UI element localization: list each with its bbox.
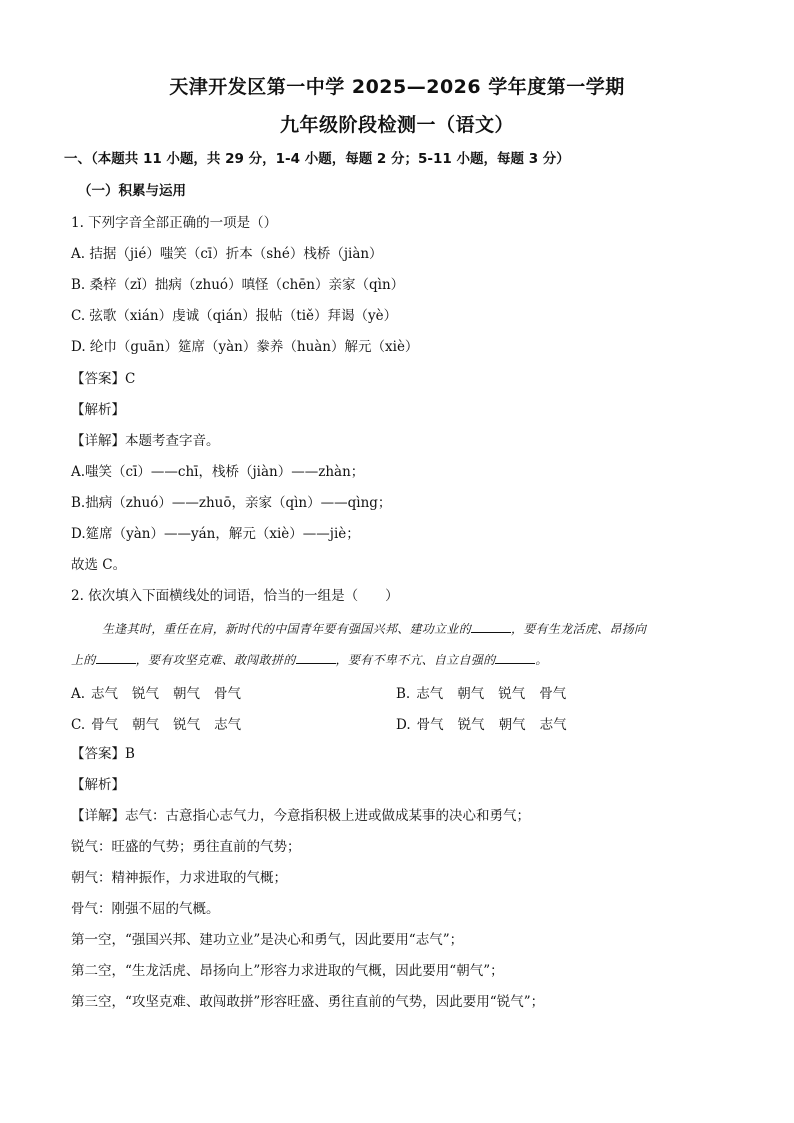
question-2-stem: 2. 依次填入下面横线处的词语，恰当的一组是（ ） [71, 588, 399, 604]
q1-conclusion: 故选 C。 [71, 557, 127, 573]
document-subtitle: 九年级阶段检测一（语文） [279, 114, 514, 136]
q2-explain-4: 第一空，“强国兴邦、建功立业”是决心和勇气，因此要用“志气”； [71, 932, 464, 948]
subsection-heading: （一）积累与运用 [78, 183, 186, 199]
q2-option-c: C. 骨气 朝气 锐气 志气 [71, 717, 242, 733]
q2-analysis-tag: 【解析】 [71, 777, 125, 793]
question-1-stem: 1. 下列字音全部正确的一项是（） [71, 215, 278, 231]
document-title: 天津开发区第一中学 2025—2026 学年度第一学期 [169, 76, 625, 98]
q2-option-a: A. 志气 锐气 朝气 骨气 [71, 686, 242, 702]
q2-option-b: B. 志气 朝气 锐气 骨气 [396, 686, 567, 702]
q1-explain-d: D.筵席（yàn）——yán，解元（xiè）——jiè； [71, 526, 360, 542]
q1-answer [71, 370, 135, 388]
q2-explain-3: 骨气：刚强不屈的气概。 [71, 901, 220, 917]
q1-explain-a: A.嗤笑（cī）——chī，栈桥（jiàn）——zhàn； [71, 464, 365, 480]
q1-option-c: C. 弦歌（xián）虔诚（qián）报帖（tiě）拜谒（yè） [71, 308, 398, 324]
q2-option-d: D. 骨气 锐气 朝气 志气 [396, 717, 567, 733]
answer-value: B [125, 746, 135, 762]
q2-detail [71, 807, 530, 825]
detail-text: 志气：古意指心志气力，今意指积极上进或做成某事的决心和勇气； [125, 808, 530, 824]
q2-passage-line-2: 上的 ，要有攻坚克难、敢闯敢拼的 ，要有不卑不亢、自立自强的 。 [71, 653, 548, 667]
q2-answer [71, 745, 135, 763]
q2-explain-6: 第三空，“攻坚克难、敢闯敢拼”形容旺盛、勇往直前的气势，因此要用“锐气”； [71, 994, 545, 1010]
section-heading: 一、（本题共 11 小题，共 29 分，1-4 小题，每题 2 分；5-11 小题，每题 3 分） [64, 151, 570, 167]
fill-blank-2 [96, 651, 136, 664]
q2-explain-1: 锐气：旺盛的气势；勇往直前的气势； [71, 839, 301, 855]
q2-explain-2: 朝气：精神振作，力求进取的气概； [71, 870, 287, 886]
detail-tag: 【详解】 [71, 808, 125, 824]
q1-detail [71, 432, 220, 450]
q1-analysis-tag: 【解析】 [71, 402, 125, 418]
answer-tag: 【答案】 [71, 746, 125, 762]
answer-value: C [125, 371, 136, 387]
q2-passage-line-1: 生逢其时，重任在肩，新时代的中国青年要有强国兴邦、建功立业的 ，要有生龙活虎、昂扬向 [102, 622, 647, 636]
fill-blank-4 [495, 651, 535, 664]
q1-option-b: B. 桑梓（zǐ）拙病（zhuó）嗔怪（chēn）亲家（qìn） [71, 277, 405, 293]
detail-tag: 【详解】 [71, 433, 125, 449]
answer-tag: 【答案】 [71, 371, 125, 387]
q2-explain-5: 第二空，“生龙活虎、昂扬向上”形容力求进取的气概，因此要用“朝气”； [71, 963, 504, 979]
q1-explain-b: B.拙病（zhuó）——zhuō，亲家（qìn）——qìng； [71, 495, 392, 511]
q1-option-d: D. 纶巾（guān）筵席（yàn）豢养（huàn）解元（xiè） [71, 339, 419, 355]
fill-blank-3 [296, 651, 336, 664]
fill-blank-1 [471, 620, 511, 633]
detail-text: 本题考查字音。 [125, 433, 220, 449]
q1-option-a: A. 拮据（jié）嗤笑（cī）折本（shé）栈桥（jiàn） [71, 246, 383, 262]
